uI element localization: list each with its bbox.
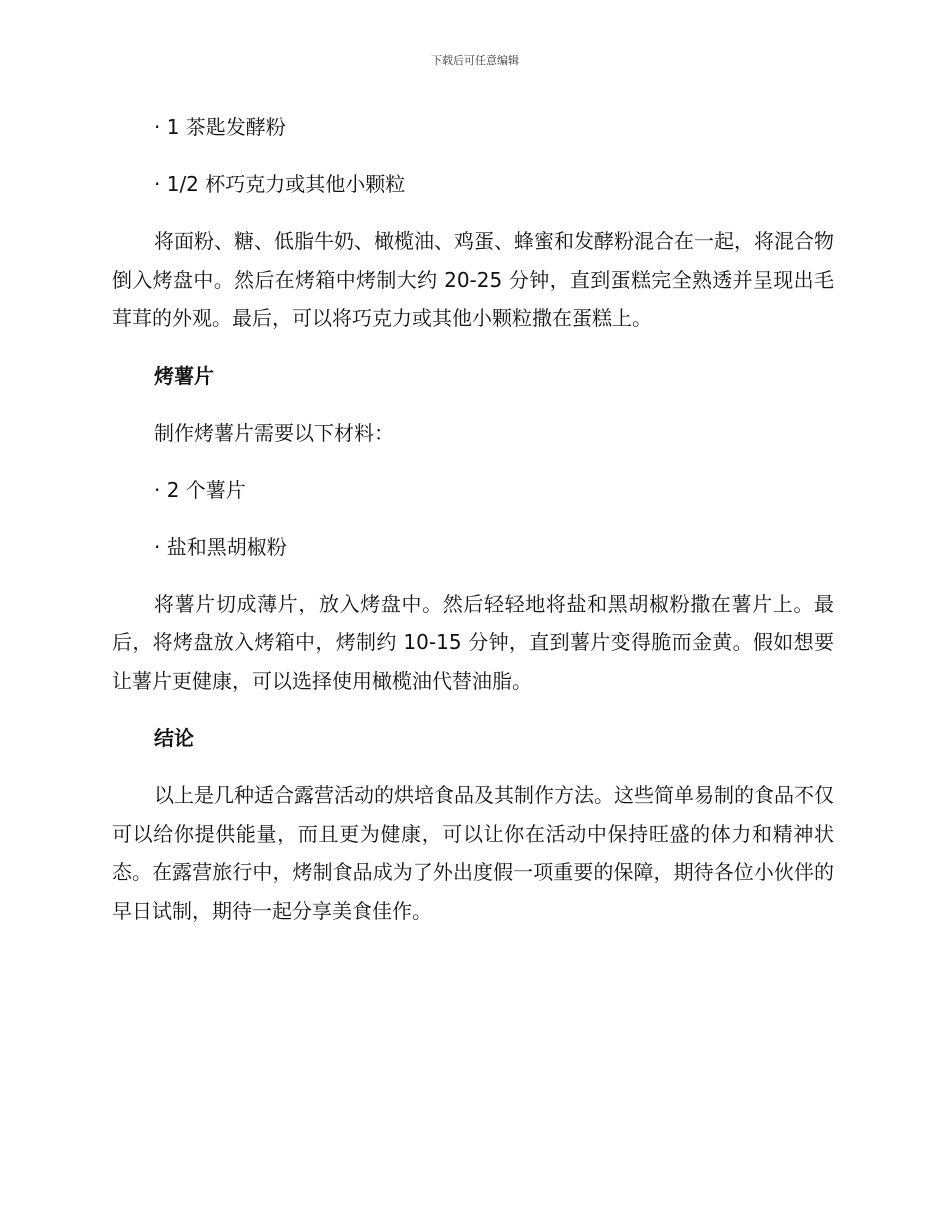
cake-method-paragraph: 将面粉、糖、低脂牛奶、橄榄油、鸡蛋、蜂蜜和发酵粉混合在一起，将混合物倒入烤盘中。然后在烤箱中烤制大约 20-25 分钟，直到蛋糕完全熟透并呈现出毛茸茸的外观。最后，可以将巧克力或其他小颗粒撒在蛋糕上。: [112, 229, 834, 330]
ingredient-baking-powder: · 1 茶匙发酵粉: [154, 115, 286, 139]
ingredient-potato: · 2 个薯片: [154, 477, 246, 502]
ingredient-salt-pepper: · 盐和黑胡椒粉: [154, 534, 287, 559]
ingredient-chocolate: · 1/2 杯巧克力或其他小颗粒: [154, 172, 406, 196]
section-heading-chips: 烤薯片: [154, 363, 214, 388]
document-body: [112, 108, 834, 949]
chips-method-paragraph: 将薯片切成薄片，放入烤盘中。然后轻轻地将盐和黑胡椒粉撒在薯片上。最后，将烤盘放入烤箱中，烤制约 10-15 分钟，直到薯片变得脆而金黄。假如想要让薯片更健康，可以选择使用橄榄油代替油脂。: [112, 591, 834, 693]
chips-intro: 制作烤薯片需要以下材料：: [154, 420, 394, 445]
conclusion-paragraph: 以上是几种适合露营活动的烘培食品及其制作方法。这些简单易制的食品不仅可以给你提供能量，而且更为健康，可以让你在活动中保持旺盛的体力和精神状态。在露营旅行中，烤制食品成为了外出度假一项重要的保障，期待各位小伙伴的早日试制，期待一起分享美食佳作。: [112, 783, 834, 923]
section-heading-conclusion: 结论: [154, 726, 194, 750]
page-header: 下载后可任意编辑: [431, 54, 519, 67]
